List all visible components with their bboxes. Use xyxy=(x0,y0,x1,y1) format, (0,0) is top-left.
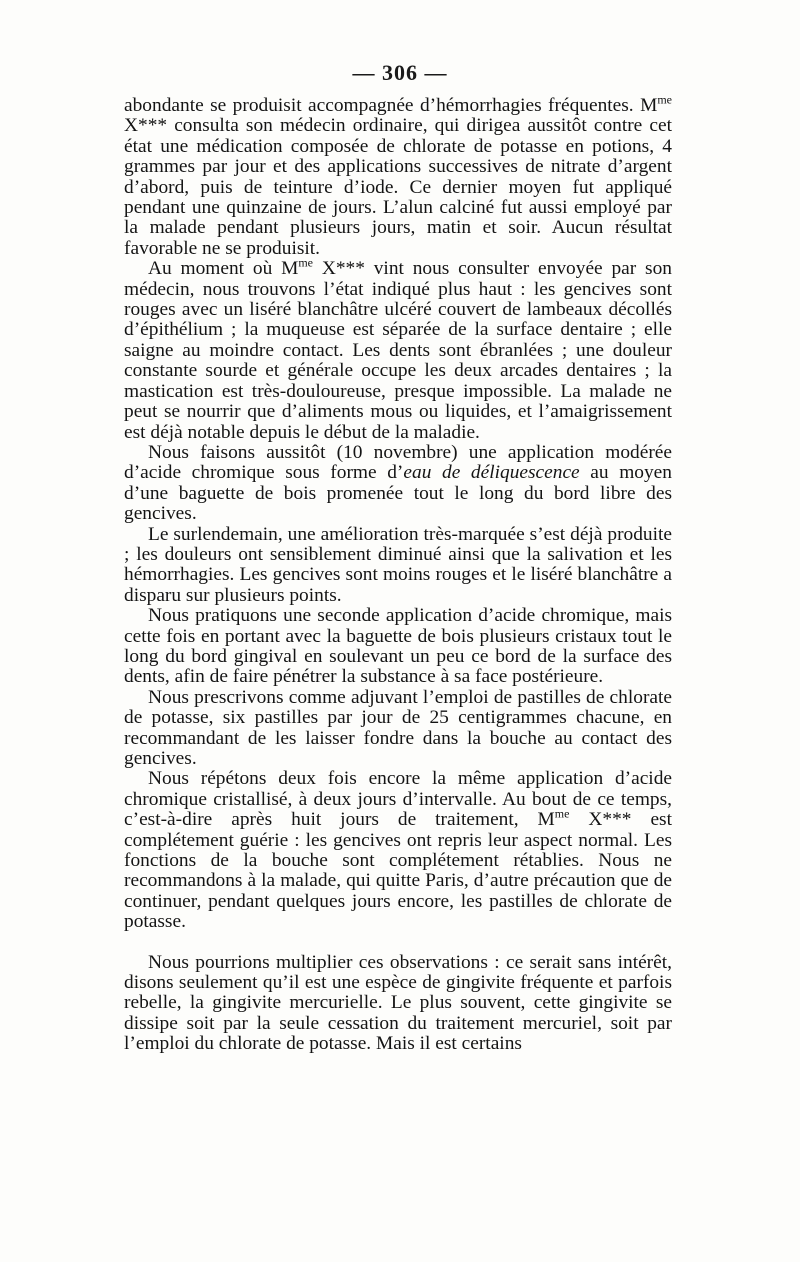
superscript-me: me xyxy=(298,255,314,270)
paragraph-2: Au moment où $M^{me}$ X*** vint nous consulter envoyée par son médecin, nous trouvons l’état indiqué plus haut : les gencives sont rouges avec un liséré blanchâtre ulcéré couvert de lambeaux décollés d’épithélium ; la muqueuse est séparée de la surface dentaire ; elle saigne au moindre contact. Les dents sont ébranlées ; une douleur constante sourde et générale occupe les deux arcades dentaires ; la mastication est très-douloureuse, presque impossible. La malade ne peut se nourrir que d’aliments mous ou liquides, et l’amaigrissement est déjà notable depuis le début de la maladie. xyxy=(124,255,672,443)
page-number: — 306 — xyxy=(352,60,448,85)
paragraph-3-italic-term: eau de déliquescence xyxy=(403,462,580,484)
paragraph-3 xyxy=(124,443,672,525)
paragraph-6: Nous prescrivons comme adjuvant l’emploi de pastilles de chlorate de potasse, six pastilles par jour de 25 centigrammes chacune, en recommandant de les laisser fondre dans la bouche au contact des gencives. xyxy=(124,686,672,769)
paragraph-5: Nous pratiquons une seconde application d’acide chromique, mais cette fois en portant avec la baguette de bois plusieurs cristaux tout le long du bord gingival en soulevant un peu ce bord de la surface des dents, afin de faire pénétrer la substance à sa face postérieure. xyxy=(124,605,672,688)
paragraph-8: Nous pourrions multiplier ces observations : ce serait sans intérêt, disons seulement qu’il est une espèce de gingivite fréquente et parfois rebelle, la gingivite mercurielle. Le plus souvent, cette gingivite se dissipe soit par la seule cessation du traitement mercuriel, soit par l’emploi du chlorate de potasse. Mais il est certains xyxy=(124,951,672,1055)
paragraph-4: Le surlendemain, une amélioration très-marquée s’est déjà produite ; les douleurs ont sensiblement diminué ainsi que la salivation et les hémorrhagies. Les gencives sont moins rouges et le liséré blanchâtre a disparu sur plusieurs points. xyxy=(124,523,672,606)
paragraph-3-text-after: au moyen d’une baguette de bois promenée tout le long du bord libre des gencives. xyxy=(124,462,672,525)
body-text xyxy=(124,92,672,1055)
paragraph-1: abondante se produisit accompagnée d’hémorrhagies fréquentes. $M^{me}$ X*** consulta son médecin ordinaire, qui dirigea aussitôt contre cet état une médication composée de chlorate de potasse en potions, 4 grammes par jour et des applications successives de nitrate d’argent d’abord, puis de teinture d’iode. Ce dernier moyen fut appliqué pendant une quinzaine de jours. L’alun calciné fut aussi employé par la malade pendant plusieurs jours, matin et soir. Aucun résultat favorable ne se produisit. xyxy=(124,92,672,259)
paragraph-3-text-before: Nous faisons aussitôt (10 novembre) une application modérée d’acide chromique sous forme d’ xyxy=(124,441,672,484)
superscript-me: me xyxy=(657,92,672,107)
paragraph-7: Nous répétons deux fois encore la même application d’acide chromique cristallisé, à deux jours d’intervalle. Au bout de ce temps, c’est-à-dire après huit jours de traitement, $M^{me}$ X*** est complétement guérie : les gencives ont repris leur aspect normal. Les fonctions de la bouche sont complétement rétablies. Nous ne recommandons à la malade, qui quitte Paris, d’autre précaution que de continuer, pendant quelques jours encore, les pastilles de chlorate de potasse. xyxy=(124,768,672,933)
superscript-me: me xyxy=(554,806,570,821)
